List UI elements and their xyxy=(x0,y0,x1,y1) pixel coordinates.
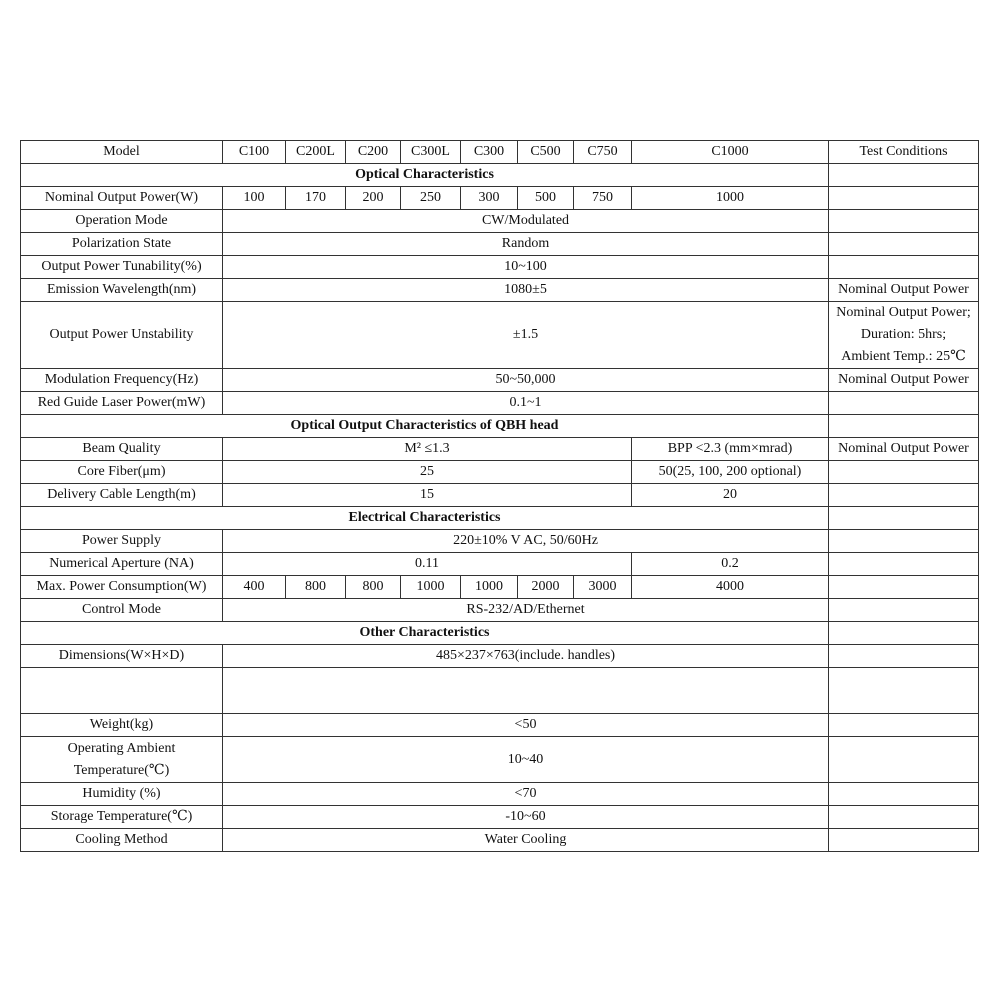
value-cell-high: 50(25, 100, 200 optional) xyxy=(632,461,829,484)
row-label: Storage Temperature(℃) xyxy=(21,806,223,829)
value-cell: Water Cooling xyxy=(223,829,829,852)
row-power-supply xyxy=(21,530,979,553)
row-blank xyxy=(21,668,979,714)
value-cell-low: 0.11 xyxy=(223,553,632,576)
row-label: Weight(kg) xyxy=(21,714,223,737)
value-cell: 1000 xyxy=(632,187,829,210)
row-emission-wavelength xyxy=(21,279,979,302)
row-beam-quality xyxy=(21,438,979,461)
spec-table xyxy=(20,140,979,852)
row-label xyxy=(21,737,223,783)
model-c1000: C1000 xyxy=(632,141,829,164)
section-row-electrical xyxy=(21,507,979,530)
row-label: Humidity (%) xyxy=(21,783,223,806)
value-cell-low: 15 xyxy=(223,484,632,507)
row-label: Output Power Tunability(%) xyxy=(21,256,223,279)
condition-cell xyxy=(829,233,979,256)
condition-cell xyxy=(829,576,979,599)
row-label xyxy=(21,668,223,714)
condition-cell: Nominal Output Power xyxy=(829,369,979,392)
model-c200l: C200L xyxy=(286,141,346,164)
value-cell: 10~100 xyxy=(223,256,829,279)
section-title-electrical: Electrical Characteristics xyxy=(21,507,829,530)
condition-cell xyxy=(829,530,979,553)
section-title-qbh: Optical Output Characteristics of QBH head xyxy=(21,415,829,438)
condition-line: Duration: 5hrs; xyxy=(860,327,947,342)
row-label: Nominal Output Power(W) xyxy=(21,187,223,210)
condition-cell xyxy=(829,737,979,783)
header-row xyxy=(21,141,979,164)
condition-cell xyxy=(829,645,979,668)
section-row-optical xyxy=(21,164,979,187)
value-cell: RS-232/AD/Ethernet xyxy=(223,599,829,622)
section-title-other: Other Characteristics xyxy=(21,622,829,645)
condition-cell xyxy=(829,622,979,645)
condition-cell xyxy=(829,164,979,187)
value-cell-high: 0.2 xyxy=(632,553,829,576)
row-label: Beam Quality xyxy=(21,438,223,461)
row-label: Power Supply xyxy=(21,530,223,553)
value-cell: 2000 xyxy=(518,576,574,599)
row-output-power-tunability xyxy=(21,256,979,279)
row-label-line: Operating Ambient xyxy=(67,740,176,756)
model-c300l: C300L xyxy=(401,141,461,164)
row-label: Control Mode xyxy=(21,599,223,622)
value-cell: <50 xyxy=(223,714,829,737)
value-cell: 4000 xyxy=(632,576,829,599)
row-label: Dimensions(W×H×D) xyxy=(21,645,223,668)
condition-cell xyxy=(829,553,979,576)
row-weight xyxy=(21,714,979,737)
row-storage-temperature xyxy=(21,806,979,829)
value-cell: 500 xyxy=(518,187,574,210)
section-row-other xyxy=(21,622,979,645)
row-label-line: Temperature(℃) xyxy=(73,762,170,778)
row-polarization-state xyxy=(21,233,979,256)
value-cell: 1000 xyxy=(461,576,518,599)
condition-cell xyxy=(829,210,979,233)
value-cell: 250 xyxy=(401,187,461,210)
model-c100: C100 xyxy=(223,141,286,164)
value-cell: 1080±5 xyxy=(223,279,829,302)
row-operation-mode xyxy=(21,210,979,233)
row-label: Core Fiber(μm) xyxy=(21,461,223,484)
row-modulation-frequency xyxy=(21,369,979,392)
value-cell: Random xyxy=(223,233,829,256)
value-cell-low: 25 xyxy=(223,461,632,484)
value-cell: 800 xyxy=(346,576,401,599)
condition-cell xyxy=(829,806,979,829)
row-humidity xyxy=(21,783,979,806)
row-numerical-aperture xyxy=(21,553,979,576)
value-cell: 170 xyxy=(286,187,346,210)
condition-cell: Nominal Output Power xyxy=(829,279,979,302)
condition-cell xyxy=(829,256,979,279)
condition-cell xyxy=(829,187,979,210)
value-cell: 220±10% V AC, 50/60Hz xyxy=(223,530,829,553)
row-label: Polarization State xyxy=(21,233,223,256)
value-cell: CW/Modulated xyxy=(223,210,829,233)
row-core-fiber xyxy=(21,461,979,484)
condition-cell: Nominal Output Power xyxy=(829,438,979,461)
value-cell xyxy=(223,668,829,714)
model-c500: C500 xyxy=(518,141,574,164)
value-cell-high: 20 xyxy=(632,484,829,507)
value-cell-high: BPP <2.3 (mm×mrad) xyxy=(632,438,829,461)
value-cell: 100 xyxy=(223,187,286,210)
condition-line: Ambient Temp.: 25℃ xyxy=(841,349,966,364)
row-label: Emission Wavelength(nm) xyxy=(21,279,223,302)
condition-cell xyxy=(829,461,979,484)
value-cell: 800 xyxy=(286,576,346,599)
condition-cell xyxy=(829,392,979,415)
value-cell: 750 xyxy=(574,187,632,210)
row-dimensions xyxy=(21,645,979,668)
row-label: Operation Mode xyxy=(21,210,223,233)
row-label: Output Power Unstability xyxy=(21,302,223,369)
value-cell: <70 xyxy=(223,783,829,806)
condition-cell xyxy=(829,507,979,530)
row-delivery-cable-length xyxy=(21,484,979,507)
row-max-power-consumption xyxy=(21,576,979,599)
condition-cell xyxy=(829,302,979,369)
test-conditions-label: Test Conditions xyxy=(829,141,979,164)
row-label: Red Guide Laser Power(mW) xyxy=(21,392,223,415)
value-cell: 1000 xyxy=(401,576,461,599)
section-row-qbh xyxy=(21,415,979,438)
condition-cell xyxy=(829,599,979,622)
row-cooling-method xyxy=(21,829,979,852)
value-cell: -10~60 xyxy=(223,806,829,829)
value-cell: ±1.5 xyxy=(223,302,829,369)
condition-cell xyxy=(829,415,979,438)
model-label: Model xyxy=(21,141,223,164)
value-cell: 50~50,000 xyxy=(223,369,829,392)
value-cell: 200 xyxy=(346,187,401,210)
value-cell: 3000 xyxy=(574,576,632,599)
row-label: Max. Power Consumption(W) xyxy=(21,576,223,599)
value-cell: 0.1~1 xyxy=(223,392,829,415)
value-cell: 400 xyxy=(223,576,286,599)
value-cell-low: M² ≤1.3 xyxy=(223,438,632,461)
row-label: Cooling Method xyxy=(21,829,223,852)
model-c750: C750 xyxy=(574,141,632,164)
row-label: Delivery Cable Length(m) xyxy=(21,484,223,507)
condition-cell xyxy=(829,484,979,507)
value-cell: 10~40 xyxy=(223,737,829,783)
row-output-power-unstability xyxy=(21,302,979,369)
row-nominal-output-power xyxy=(21,187,979,210)
condition-line: Nominal Output Power; xyxy=(836,305,971,320)
condition-cell xyxy=(829,829,979,852)
row-control-mode xyxy=(21,599,979,622)
row-red-guide-laser-power xyxy=(21,392,979,415)
model-c200: C200 xyxy=(346,141,401,164)
row-label: Modulation Frequency(Hz) xyxy=(21,369,223,392)
value-cell: 300 xyxy=(461,187,518,210)
value-cell: 485×237×763(include. handles) xyxy=(223,645,829,668)
condition-cell xyxy=(829,783,979,806)
condition-cell xyxy=(829,668,979,714)
condition-cell xyxy=(829,714,979,737)
row-operating-ambient-temperature xyxy=(21,737,979,783)
section-title-optical: Optical Characteristics xyxy=(21,164,829,187)
model-c300: C300 xyxy=(461,141,518,164)
row-label: Numerical Aperture (NA) xyxy=(21,553,223,576)
